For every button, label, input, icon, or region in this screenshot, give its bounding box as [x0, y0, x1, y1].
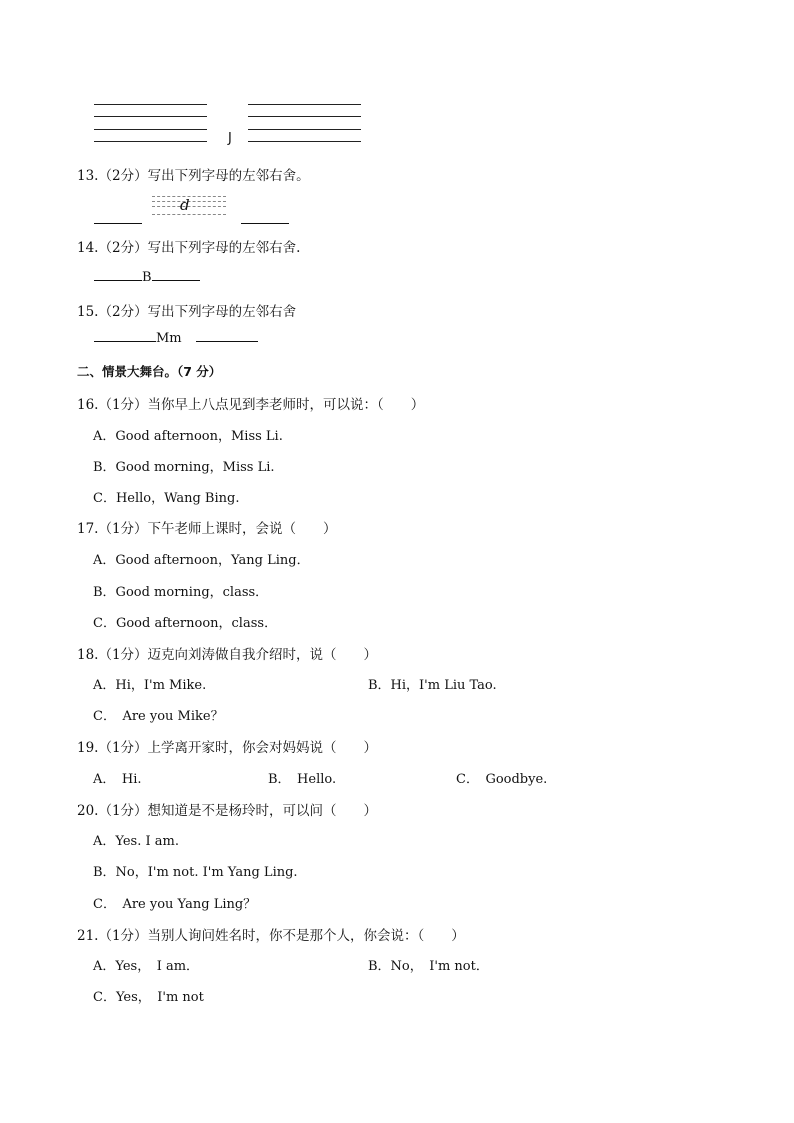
question-15: 15.（2分）写出下列字母的左邻右舍 [77, 304, 297, 320]
option-16-a[interactable]: A．Good afternoon，Miss Li. [93, 429, 283, 444]
answer-blank-13-left[interactable] [94, 222, 142, 224]
answer-row-15 [94, 331, 258, 346]
question-13: 13.（2分）写出下列字母的左邻右舍。 [77, 168, 310, 184]
question-14: 14.（2分）写出下列字母的左邻右舍. [77, 240, 301, 256]
writing-lines-right [248, 104, 361, 144]
writing-lines-left [94, 104, 207, 144]
letter-b: B [142, 270, 152, 285]
question-16: 16.（1分）当你早上八点见到李老师时，可以说：（ ） [77, 397, 425, 413]
question-17: 17.（1分）下午老师上课时，会说（ ） [77, 521, 337, 537]
option-20-a[interactable]: A．Yes. I am. [93, 834, 179, 849]
option-16-b[interactable]: B．Good morning，Miss Li. [93, 460, 275, 475]
option-17-a[interactable]: A．Good afternoon，Yang Ling． [93, 553, 310, 568]
option-21-c[interactable]: C．Yes， I'm not [93, 990, 204, 1005]
question-20: 20.（1分）想知道是不是杨玲时，可以问（ ） [77, 803, 378, 819]
answer-blank-14-right[interactable] [152, 279, 200, 281]
option-21-b[interactable]: B．No， I'm not． [368, 959, 489, 974]
option-19-a[interactable]: A． Hi. [93, 772, 142, 787]
answer-blank-14-left[interactable] [94, 279, 142, 281]
option-18-a[interactable]: A．Hi，I'm Mike. [93, 678, 207, 693]
letter-mm: Mm [156, 331, 182, 346]
option-20-b[interactable]: B．No，I'm not. I'm Yang Ling. [93, 865, 298, 880]
answer-blank-15-right[interactable] [196, 340, 258, 342]
answer-blank-15-left[interactable] [94, 340, 156, 342]
option-17-c[interactable]: C．Good afternoon，class． [93, 616, 278, 631]
section-two-title: 二、情景大舞台。（7 分） [77, 364, 222, 379]
answer-blank-13-right[interactable] [241, 222, 289, 224]
option-19-b[interactable]: B． Hello. [268, 772, 337, 787]
option-18-c[interactable]: C． Are you Mike？ [93, 709, 224, 724]
option-19-c[interactable]: C． Goodbye. [456, 772, 548, 787]
answer-row-14 [94, 270, 200, 285]
option-20-c[interactable]: C． Are you Yang Ling？ [93, 897, 257, 912]
question-19: 19.（1分）上学离开家时，你会对妈妈说（ ） [77, 740, 378, 756]
question-18: 18.（1分）迈克向刘涛做自我介绍时，说（ ） [77, 647, 378, 663]
question-21: 21.（1分）当别人询问姓名时，你不是那个人，你会说：（ ） [77, 928, 465, 944]
option-21-a[interactable]: A．Yes， I am． [93, 959, 200, 974]
letter-d: d [180, 196, 190, 214]
option-17-b[interactable]: B．Good morning，class． [93, 585, 269, 600]
option-18-b[interactable]: B．Hi，I'm Liu Tao. [368, 678, 497, 693]
letter-j: J [228, 131, 232, 146]
option-16-c[interactable]: C．Hello，Wang Bing. [93, 491, 240, 506]
